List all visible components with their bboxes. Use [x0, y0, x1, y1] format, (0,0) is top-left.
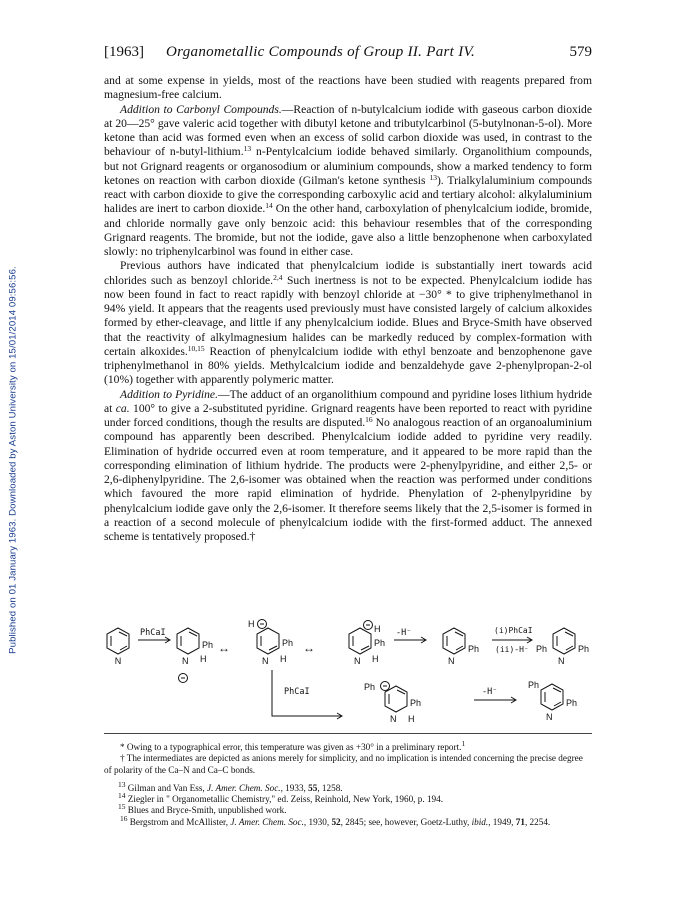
section-head-carbonyl: Addition to Carbonyl Compounds. — [120, 102, 282, 116]
phenyl-label: Ph — [566, 698, 578, 708]
header-year: [1963] — [104, 44, 144, 60]
step-label: (ii)-H⁻ — [495, 645, 529, 654]
resonance-arrow: ↔ — [303, 641, 315, 655]
reference-item: $^{14}$ Ziegler in " Organometallic Chemistry," ed. Zeiss, Reinhold, New York, 1960, p. 194. — [118, 791, 444, 805]
reaction-arrow — [138, 628, 170, 643]
pyridine-structure — [107, 628, 129, 666]
atom-n: N — [114, 656, 122, 666]
paragraph-pyridine: Addition to Pyridine.—The adduct of an organolithium compound and pyridine loses lithium hydride at ca. 100° to give a 2-substituted pyridine. Grignard reagents have been reported to react with pyridine under forced conditions, though the results are disputed.$^{16}$ No analogous reaction of an organoaluminium compound has apparently been described. Phenylcalcium iodide added to pyridine very readily. Elimination of hydride occurred even at room temperature, and it appeared to be more rapid than the corresponding elimination of lithium hydride. The products were 2-phenylpyridine, and either 2,5- or 2,6-diphenylpyridine. The 2,6-isomer was obtained when the reaction was performed under conditions which favoured the more rapid elimination of hydride. Phenylation of 2-phenylpyridine by phenylcalcium iodide gave only the 2,6-isomer. It therefore seems likely that the 2,5-isomer is formed in a reaction of a second molecule of phenylcalcium iodide with the first-formed adduct. The annexed scheme is tentatively proposed.† — [104, 387, 592, 543]
reagent-label: PhCaI — [140, 628, 166, 638]
elimination-label: -H⁻ — [482, 687, 498, 697]
reaction-arrow — [272, 670, 342, 719]
article-body — [104, 74, 592, 544]
paragraph-acid-chlorides: Previous authors have indicated that phenylcalcium iodide is substantially inert towards acid chlorides such as benzoyl chloride.$^{2,4}$ Such inertness is not to be expected. Phenylcalcium iodide has now been found in fact to react rapidly with benzoyl chloride at −30° * to give triphenylmethanol in 94% yield. It appears that the reagents used previously must have consisted largely of calcium alkoxides formed by ether-cleavage, and little if any phenylcalcium iodide. Blues and Bryce-Smith have observed that the reactivity of alkylmagnesium halides can be markedly reduced by complex-formation with certain alkoxides.$^{10,15}$ Reaction of phenylcalcium iodide with ethyl benzoate and benzophenone gave triphenylmethanol in 80% yields. Methylcalcium iodide and benzaldehyde gave 2-phenylpropan-2-ol (10%) together with apparently polymeric matter. — [104, 259, 592, 387]
phenyl-label: Ph — [536, 644, 548, 654]
citation: 13 — [429, 172, 437, 182]
phenyl-label: Ph — [528, 680, 540, 690]
resonance-arrow: ↔ — [218, 641, 230, 655]
citation: 10,15 — [187, 343, 205, 353]
page-number: 579 — [569, 44, 592, 60]
phenyl-label: Ph — [410, 698, 422, 708]
step-label: (i)PhCaI — [494, 626, 533, 635]
header-title: Organometallic Compounds of Group II. Part IV. — [166, 44, 476, 60]
phenyl-label: Ph — [202, 640, 214, 650]
section-head-pyridine: Addition to Pyridine. — [120, 387, 218, 401]
citation: 14 — [265, 201, 273, 211]
running-header — [104, 44, 592, 64]
atom-h: H — [374, 624, 381, 634]
reference-item: $^{16}$ Bergstrom and McAllister, J. Amer. Chem. Soc., 1930, 52, 2845; see, however, Goetz-Luthy, ibid., 1949, 71, 2254. — [120, 813, 551, 827]
atom-h: H — [408, 714, 415, 724]
download-notice — [6, 110, 20, 810]
atom-n: N — [546, 712, 553, 722]
atom-n: N — [354, 656, 361, 666]
footnotes — [104, 739, 592, 828]
resonance-form-structure — [248, 619, 293, 666]
reaction-arrow — [394, 628, 426, 643]
elimination-label: -H⁻ — [396, 628, 412, 638]
diphenylpyridine-structure — [536, 628, 589, 666]
diphenyl-adduct-structure — [364, 682, 421, 725]
atom-h: H — [280, 654, 287, 664]
phenyl-label: Ph — [468, 644, 480, 654]
atom-h: H — [372, 654, 379, 664]
footnote-star: * Owing to a typographical error, this temperature was given as +30° in a preliminary report.$^1$ — [120, 739, 466, 752]
phenyl-label: Ph — [282, 638, 294, 648]
atom-h: H — [200, 654, 207, 664]
atom-n: N — [558, 656, 565, 666]
phenylpyridine-structure — [443, 628, 479, 666]
reference-list — [104, 779, 592, 828]
citation: 2,4 — [273, 272, 283, 282]
paragraph-carbonyl: Addition to Carbonyl Compounds.—Reaction of n-butylcalcium iodide with gaseous carbon dioxide at 20—25° gave valeric acid together with dibutyl ketone and tributylcarbinol (5-butylnonan-5-ol). More ketone than acid was formed even when an excess of solid carbon dioxide was used, in contrast to the behaviour of n-butyl-lithium.$^{13}$ n-Pentylcalcium iodide behaved similarly. Organolithium compounds, but not Grignard reagents or organosodium or aluminium compounds, show a marked tendency to form ketones on reaction with carbon dioxide (Gilman's ketone synthesis $^{13}$). Trialkylaluminium compounds react with carbon dioxide to give the corresponding carboxylic acid and tertiary alcohol: alkylaluminium halides are inert to carbon dioxide.$^{14}$ On the other hand, carboxylation of phenylcalcium iodide, bromide, and chloride normally gave only benzoic acid: this behaviour resembles that of the corresponding Grignard reagents. The bromide, but not the iodide, gave also a little benzophenone when carboxylated slowly: no triphenylcarbinol was found in either case. — [104, 102, 593, 258]
footnote-dagger: † The intermediates are depicted as anions merely for simplicity, and no implication is intended concerning the precise degree of polarity of the Ca–N and Ca–C bonds. — [104, 753, 583, 775]
reference-item: $^{15}$ Blues and Bryce-Smith, unpublished work. — [118, 802, 287, 816]
atom-n: N — [448, 656, 455, 666]
footnote-divider — [104, 733, 592, 734]
citation: 13 — [243, 144, 252, 154]
phenyl-label: Ph — [374, 638, 386, 648]
phenyl-label: Ph — [364, 682, 376, 692]
atom-n: N — [262, 656, 269, 666]
download-notice-text: Published on 01 January 1963. Downloaded by Aston University on 15/01/2014 09:56:56. — [7, 266, 19, 654]
atom-n: N — [390, 714, 397, 724]
resonance-form-structure — [349, 621, 385, 667]
reaction-arrow — [492, 626, 533, 654]
reagent-label: PhCaI — [284, 687, 310, 697]
adduct-anion-structure — [177, 628, 213, 683]
paragraph-intro: and at some expense in yields, most of the reactions have been studied with reagents prepared from magnesium-free calcium. — [104, 74, 592, 102]
citation: 16 — [365, 415, 373, 424]
reaction-arrow — [474, 687, 516, 703]
atom-h: H — [248, 619, 255, 629]
phenyl-label: Ph — [578, 644, 590, 654]
reference-item: $^{13}$ Gilman and Van Ess, J. Amer. Chem. Soc., 1933, 55, 1258. — [118, 779, 343, 793]
atom-n: N — [182, 656, 189, 666]
reaction-scheme — [104, 618, 592, 726]
diphenylpyridine-structure — [528, 680, 577, 722]
